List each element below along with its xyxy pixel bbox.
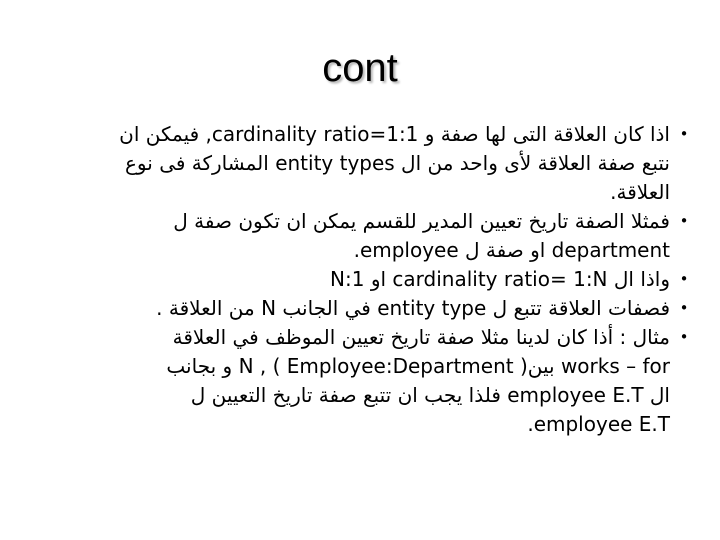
bullet-line: ال employee E.T فلذا يجب ان تتبع صفة تاريخ التعيين ل bbox=[190, 383, 670, 407]
bullet-line: نتبع صفة العلاقة لأى واحد من ال entity types المشاركة فى نوع bbox=[125, 151, 670, 175]
bullet-line: department او صفة ل employee. bbox=[353, 238, 670, 262]
bullet-line: العلاقة. bbox=[610, 180, 670, 204]
bullet-line: فمثلا الصفة تاريخ تعيين المدير للقسم يمكن ان تكون صفة ل bbox=[173, 209, 670, 233]
bullet-item bbox=[20, 265, 689, 294]
bullet-item bbox=[20, 323, 689, 439]
bullet-line: works – for بين( Employee:Department ) , N و بجانب bbox=[166, 354, 670, 378]
bullet-dot-icon: • bbox=[679, 328, 689, 346]
bullet-line: واذا ال cardinality ratio= 1:N او N:1 bbox=[330, 267, 670, 291]
bullet-list bbox=[20, 120, 689, 439]
bullet-dot-icon: • bbox=[679, 270, 689, 288]
bullet-item bbox=[20, 120, 689, 207]
slide-title: cont bbox=[322, 46, 398, 90]
bullet-line: مثال : أذا كان لدينا مثلا صفة تاريخ تعيين الموظف في العلاقة bbox=[172, 325, 670, 349]
bullet-line: employee E.T. bbox=[527, 412, 670, 436]
bullet-item bbox=[20, 207, 689, 265]
bullet-dot-icon: • bbox=[679, 299, 689, 317]
bullet-dot-icon: • bbox=[679, 212, 689, 230]
bullet-line: اذا كان العلاقة التى لها صفة و cardinality ratio=1:1, فيمكن ان bbox=[119, 122, 670, 146]
bullet-line: فصفات العلاقة تتبع ل entity type في الجانب N من العلاقة . bbox=[156, 296, 670, 320]
bullet-item bbox=[20, 294, 689, 323]
bullet-dot-icon: • bbox=[679, 125, 689, 143]
